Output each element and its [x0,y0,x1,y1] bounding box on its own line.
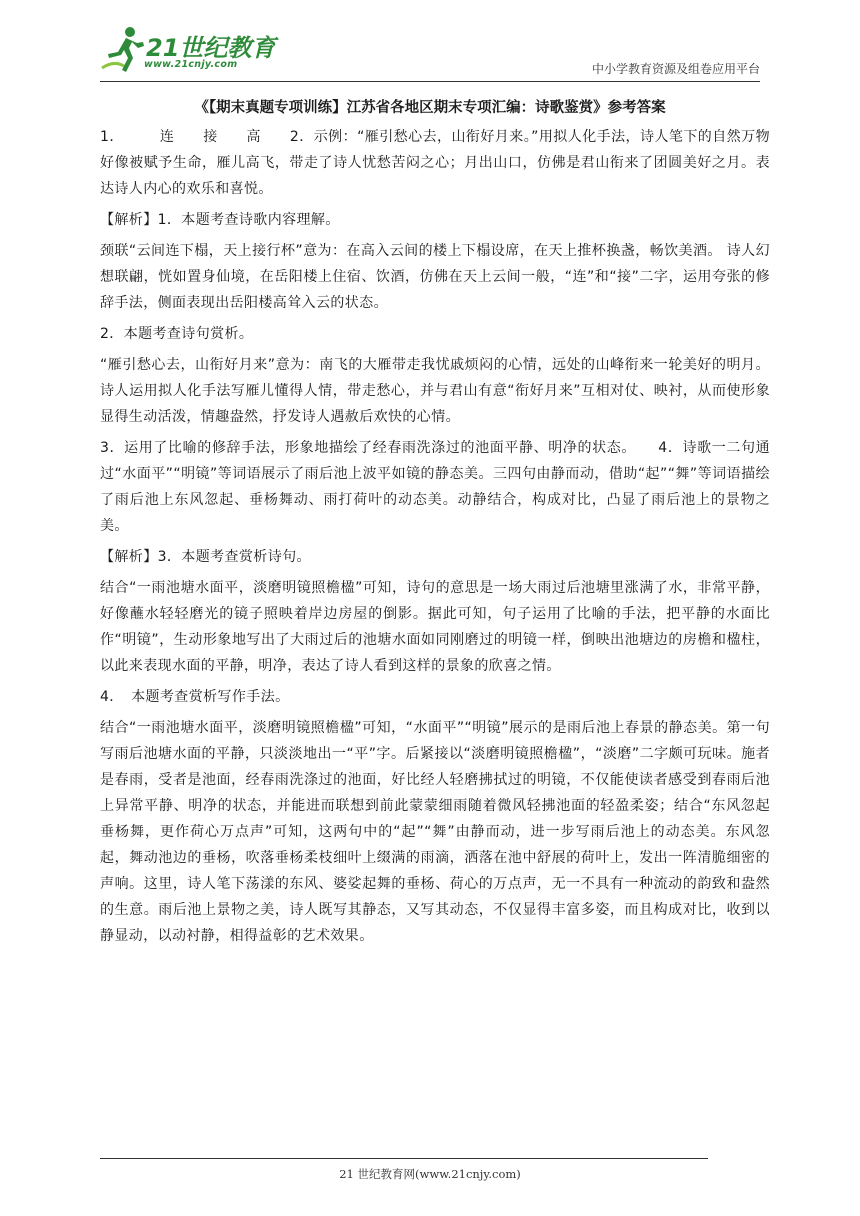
header-divider [100,81,760,82]
paragraph: 结合“一雨池塘水面平，淡磨明镜照檐楹”可知，“水面平”“明镜”展示的是雨后池上春景的静态美。第一句写雨后池塘水面的平静，只淡淡地出一“平”字。后紧接以“淡磨明镜照檐楹”，“淡磨”二字颇可玩味。施者是春雨，受者是池面，经春雨洗涤过的池面，好比经人轻磨拂拭过的明镜，不仅能使读者感受到春雨后池上异常平静、明净的状态，并能进而联想到前此蒙蒙细雨随着微风轻拂池面的轻盈柔姿；结合“东风忽起垂杨舞，更作荷心万点声”可知，这两句中的“起”“舞”由静而动，进一步写雨后池上的动态美。东风忽起，舞动池边的垂杨，吹落垂杨柔枝细叶上缀满的雨滴，洒落在池中舒展的荷叶上，发出一阵清脆细密的声响。这里，诗人笔下荡漾的东风、婆娑起舞的垂杨、荷心的万点声，无一不具有一种流动的韵致和盎然的生意。雨后池上景物之美，诗人既写其静态，又写其动态，不仅显得丰富多姿，而且构成对比，收到以静显动，以动衬静，相得益彰的艺术效果。 [100,720,770,944]
paragraph: 4． 本题考查赏析写作手法。 [100,689,290,705]
answer-content [100,124,770,949]
logo-url: www.21cnjy.com [144,59,238,70]
paragraph: 结合“一雨池塘水面平，淡磨明镜照檐楹”可知，诗句的意思是一场大雨过后池塘里涨满了水，非常平静，好像蘸水轻轻磨光的镜子照映着岸边房屋的倒影。据此可知，句子运用了比喻的手法，把平静的水面比作“明镜”，生动形象地写出了大雨过后的池塘水面如同刚磨过的明镜一样，倒映出池塘边的房檐和楹柱，以此来表现水面的平静，明净，表达了诗人看到这样的景象的欣喜之情。 [100,580,770,674]
q2-answer: 2．示例：“雁引愁心去，山衔好月来。”用拟人化手法，诗人笔下的自然万物好像被赋予生命，雁儿高飞，带走了诗人忧愁苦闷之心；月出山口，仿佛是君山衔来了团圆美好之月。表达诗人内心的欢乐和喜悦。 [100,129,770,197]
paragraph: 【解析】3．本题考查赏析诗句。 [100,549,311,565]
logo[interactable] [100,22,300,78]
paragraph: 颈联“云间连下榻，天上接行杯”意为：在高入云间的楼上下榻设席，在天上推杯换盏，畅饮美酒。 诗人幻想联翩，恍如置身仙境，在岳阳楼上住宿、饮酒，仿佛在天上云间一般，“连”和“接”二字，运用夸张的修辞手法，侧面表现出岳阳楼高耸入云的状态。 [100,243,770,311]
page-footer[interactable]: 21 世纪教育网(www.21cnjy.com) [339,1167,521,1181]
page-title: 《【期末真题专项训练】江苏省各地区期末专项汇编：诗歌鉴赏》参考答案 [194,100,666,116]
q1-number: 1． [100,129,124,145]
footer-divider [100,1158,708,1159]
logo-text: 21世纪教育 [146,34,276,62]
page-header [100,22,760,80]
runner-logo-icon [100,24,148,76]
q1-answer: 连 接 高 [159,129,262,145]
paragraph: “雁引愁心去，山衔好月来”意为：南飞的大雁带走我忧戚烦闷的心情，远处的山峰衔来一轮美好的明月。诗人运用拟人化手法写雁儿懂得人情，带走愁心，并与君山有意“衔好月来”互相对仗、映衬，从而使形象显得生动活泼，情趣盎然，抒发诗人遇赦后欢快的心情。 [100,357,770,425]
answer-line-1 [100,124,770,202]
paragraph: 2．本题考查诗句赏析。 [100,326,254,342]
platform-name: 中小学教育资源及组卷应用平台 [591,62,760,76]
paragraph: 【解析】1．本题考查诗歌内容理解。 [100,212,340,228]
paragraph: 3．运用了比喻的修辞手法，形象地描绘了经春雨洗涤过的池面平静、明净的状态。 4．诗歌一二句通过“水面平”“明镜”等词语展示了雨后池上波平如镜的静态美。三四句由静而动，借助“起”“舞”等词语描绘了雨后池上东风忽起、垂杨舞动、雨打荷叶的动态美。动静结合，构成对比，凸显了雨后池上的景物之美。 [100,440,770,534]
